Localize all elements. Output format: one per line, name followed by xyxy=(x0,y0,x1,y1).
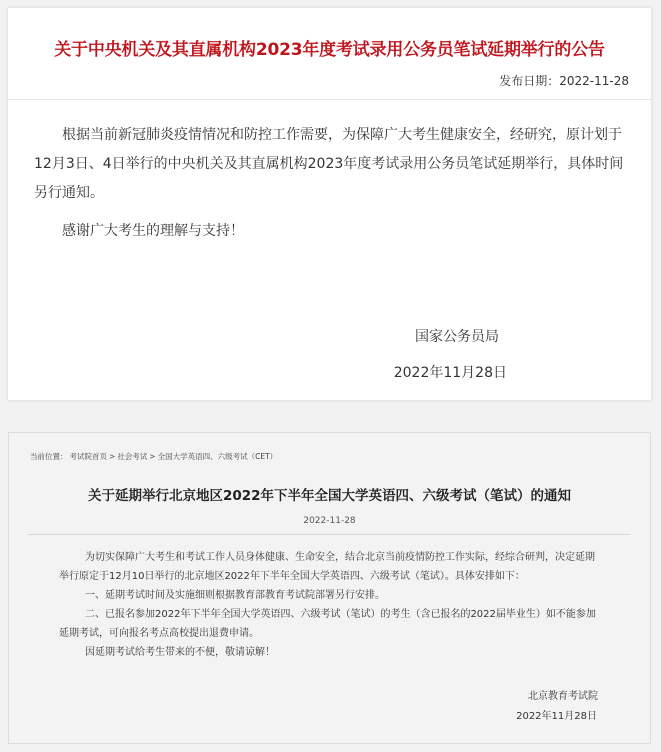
breadcrumb-item-social-exams[interactable]: 社会考试 xyxy=(117,452,148,461)
notice-card-civil-service xyxy=(8,8,651,400)
divider xyxy=(28,534,631,535)
breadcrumb-item-cet[interactable]: 全国大学英语四、六级考试（CET） xyxy=(157,452,278,461)
notice-signature-date: 2022年11月28日 xyxy=(516,711,597,722)
notice-paragraph: 一、延期考试时间及实施细则根据教育部教育考试院部署另行安排。 xyxy=(85,590,385,601)
breadcrumb-separator: > xyxy=(149,452,156,461)
notice-body xyxy=(59,548,602,662)
notice-title: 关于中央机关及其直属机构2023年度考试录用公务员笔试延期举行的公告 xyxy=(54,40,605,60)
publish-date xyxy=(499,72,629,89)
notice-paragraph: 为切实保障广大考生和考试工作人员身体健康、生命安全，结合北京当前疫情防控工作实际，经综合研判，决定延期举行原定于12月10日举行的北京地区2022年下半年全国大学英语四、六级考试（笔试）。具体安排如下： xyxy=(59,552,595,582)
notice-paragraph: 因延期考试给考生带来的不便，敬请谅解！ xyxy=(85,647,275,658)
breadcrumb-label: 当前位置： xyxy=(30,452,68,461)
notice-paragraph: 二、已报名参加2022年下半年全国大学英语四、六级考试（笔试）的考生（含已报名的2022届毕业生）如不能参加延期考试，可向报名考点高校提出退费申请。 xyxy=(59,609,596,639)
notice-title: 关于延期举行北京地区2022年下半年全国大学英语四、六级考试（笔试）的通知 xyxy=(87,488,572,504)
notice-paragraph: 根据当前新冠肺炎疫情情况和防控工作需要，为保障广大考生健康安全，经研究，原计划于12月3日、4日举行的中央机关及其直属机构2023年度考试录用公务员笔试延期举行，具体时间另行通知。 xyxy=(34,127,624,201)
notice-header xyxy=(8,8,651,100)
breadcrumb-item-home[interactable]: 考试院首页 xyxy=(69,452,107,461)
breadcrumb xyxy=(30,451,279,462)
publish-date-value: 2022-11-28 xyxy=(559,74,629,88)
publish-date-label: 发布日期： xyxy=(499,74,560,88)
notice-signature: 国家公务员局 xyxy=(415,329,499,345)
notice-signature: 北京教育考试院 xyxy=(528,691,598,702)
notice-paragraph: 感谢广大考生的理解与支持！ xyxy=(62,223,244,239)
notice-body xyxy=(34,121,625,246)
notice-card-cet xyxy=(8,432,651,744)
publish-date: 2022-11-28 xyxy=(303,516,356,526)
notice-signature-date: 2022年11月28日 xyxy=(393,365,507,381)
breadcrumb-separator: > xyxy=(109,452,116,461)
